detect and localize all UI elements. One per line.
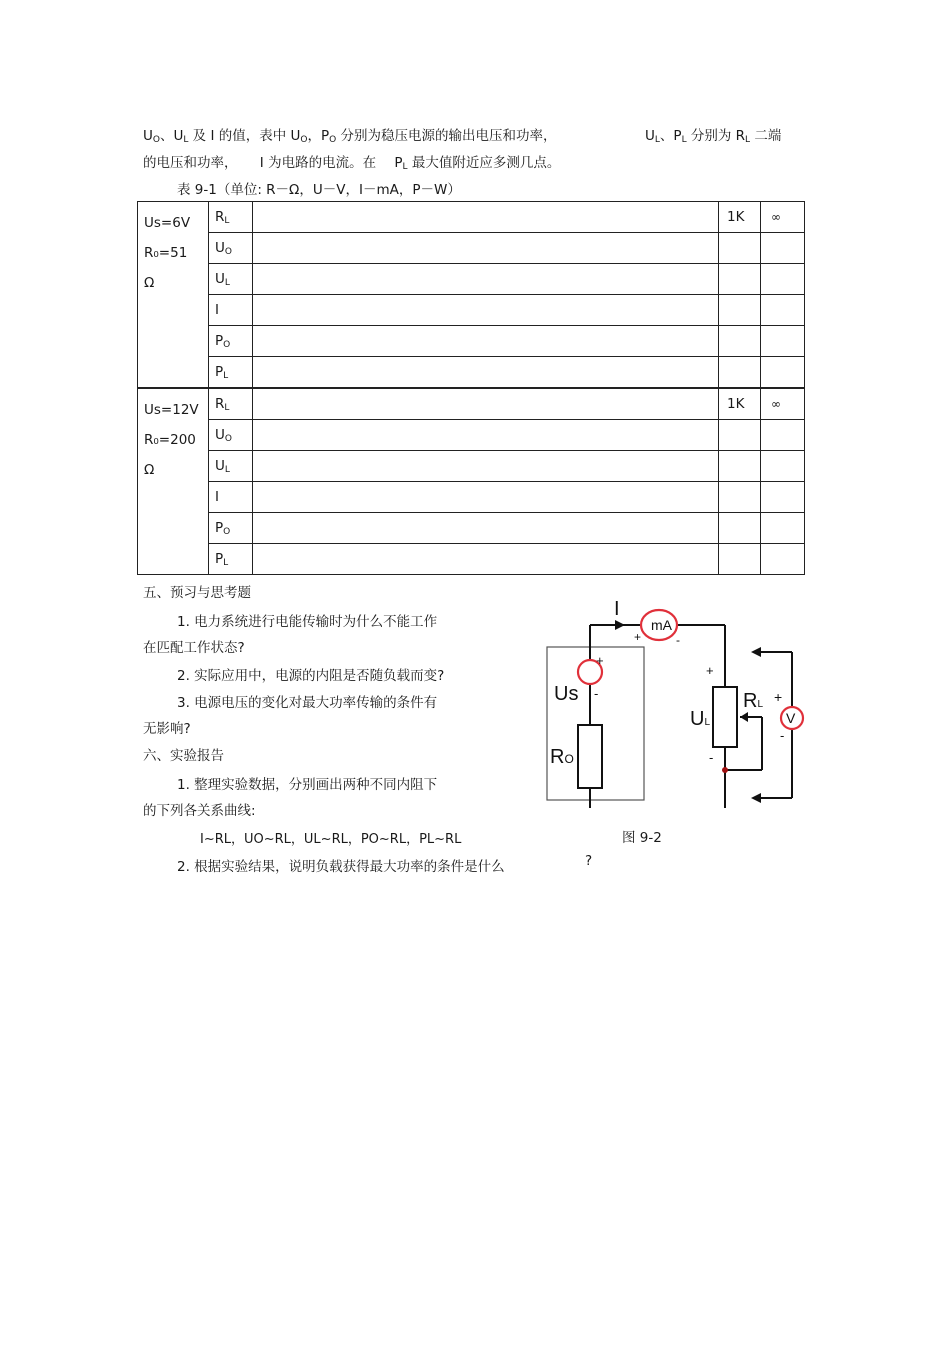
label-r0: RO	[550, 746, 574, 768]
row-label-sub: L	[224, 277, 230, 288]
report-1a: 1. 整理实验数据，分别画出两种不同内阻下	[177, 777, 438, 793]
row-label-sub: O	[223, 339, 231, 350]
ma-plus: +	[634, 630, 642, 644]
row-label: R	[215, 395, 225, 412]
data-cell-1k	[719, 420, 761, 451]
data-cell-inf	[761, 326, 805, 357]
row-label: P	[215, 519, 224, 536]
table-row	[138, 233, 805, 264]
row-label-cell	[209, 233, 253, 264]
group-param-r0: R₀=200	[144, 432, 196, 448]
data-cell-1k	[719, 544, 761, 575]
row-label: P	[215, 363, 224, 380]
voltmeter-minus: -	[780, 728, 785, 743]
intro-line-1-right: $U_L$、$P_L$ 分别为 $R_L$ 二端	[645, 128, 782, 145]
report-1b: 的下列各关系曲线:	[143, 803, 256, 819]
row-label-cell	[209, 326, 253, 357]
data-cell-inf	[761, 513, 805, 544]
group-params-cell	[138, 202, 209, 389]
data-cell-inf	[761, 295, 805, 326]
load-plus: +	[706, 663, 714, 678]
intro-line-1: $U_O$、$U_L$ 及 I 的值，表中 $U_O$，$P_O$ 分别为稳压电源的输出电压和功率，	[143, 128, 557, 145]
row-label: U	[215, 239, 225, 256]
row-label-sub: O	[223, 526, 231, 537]
row-label-cell	[209, 482, 253, 513]
data-cell-inf	[761, 357, 805, 389]
data-cell-inf	[761, 451, 805, 482]
data-cell-1k	[719, 513, 761, 544]
row-label: I	[215, 301, 219, 318]
row-label-sub: L	[224, 215, 230, 226]
rl-resistor	[713, 687, 737, 747]
data-cell-1k: 1K	[719, 388, 761, 420]
report-2-question-mark: ?	[585, 853, 593, 869]
data-cell-inf	[761, 420, 805, 451]
data-cell-blank	[253, 482, 719, 513]
row-label-cell	[209, 264, 253, 295]
row-label-cell	[209, 513, 253, 544]
data-cell-blank	[253, 388, 719, 420]
row-label-cell	[209, 202, 253, 233]
row-label-cell	[209, 357, 253, 389]
circuit-diagram	[530, 595, 820, 815]
table-row	[138, 420, 805, 451]
table-row	[138, 202, 805, 233]
load-minus: -	[709, 750, 714, 765]
group-param-us: Us=6V	[144, 215, 191, 231]
data-cell-blank	[253, 420, 719, 451]
row-label-sub: L	[224, 464, 230, 475]
r0-resistor	[578, 725, 602, 788]
row-label-sub: O	[224, 433, 232, 444]
data-cell-blank	[253, 357, 719, 389]
question-1b: 在匹配工作状态?	[143, 640, 245, 656]
row-label-cell	[209, 451, 253, 482]
report-2: 2. 根据实验结果，说明负载获得最大功率的条件是什么	[177, 859, 505, 875]
row-label: P	[215, 550, 224, 567]
table-row	[138, 544, 805, 575]
row-label: I	[215, 488, 219, 505]
question-1a: 1. 电力系统进行电能传输时为什么不能工作	[177, 614, 438, 630]
question-2: 2. 实际应用中，电源的内阻是否随负载而变?	[177, 668, 445, 684]
table-row	[138, 357, 805, 389]
data-cell-blank	[253, 451, 719, 482]
label-current: I	[614, 598, 620, 620]
figure-caption: 图 9-2	[622, 830, 662, 846]
data-cell-1k	[719, 326, 761, 357]
data-cell-1k	[719, 357, 761, 389]
table-row	[138, 326, 805, 357]
group-param-omega: Ω	[144, 462, 155, 478]
row-label: R	[215, 208, 225, 225]
voltmeter-plus: +	[774, 689, 783, 705]
row-label-cell	[209, 544, 253, 575]
label-us: Us	[554, 683, 579, 705]
table-row	[138, 264, 805, 295]
section-5-title: 五、预习与思考题	[143, 585, 251, 601]
section-6-title: 六、实验报告	[143, 748, 224, 764]
row-label: P	[215, 332, 224, 349]
row-label: U	[215, 426, 225, 443]
data-cell-1k	[719, 482, 761, 513]
row-label-sub: L	[223, 557, 229, 568]
data-cell-inf	[761, 482, 805, 513]
data-table-9-1	[137, 201, 805, 575]
data-cell-blank	[253, 202, 719, 233]
row-label-cell	[209, 295, 253, 326]
data-cell-inf: ∞	[761, 202, 805, 233]
curves-list: I~RL，UO~RL，UL~RL，PO~RL，PL~RL	[200, 832, 462, 847]
group-param-omega: Ω	[144, 275, 155, 291]
data-cell-1k	[719, 233, 761, 264]
question-3a: 3. 电源电压的变化对最大功率传输的条件有	[177, 695, 438, 711]
table-row	[138, 451, 805, 482]
data-cell-blank	[253, 295, 719, 326]
table-row	[138, 513, 805, 544]
wiper-node	[722, 767, 728, 773]
data-cell-inf	[761, 233, 805, 264]
table-row	[138, 482, 805, 513]
data-cell-blank	[253, 233, 719, 264]
data-cell-1k	[719, 264, 761, 295]
row-label-cell	[209, 388, 253, 420]
label-v: V	[786, 710, 796, 726]
data-cell-blank	[253, 326, 719, 357]
data-cell-inf	[761, 544, 805, 575]
ma-minus: -	[676, 633, 680, 647]
row-label-sub: L	[224, 402, 230, 413]
source-plus: +	[596, 653, 604, 668]
data-cell-blank	[253, 544, 719, 575]
label-ma: mA	[651, 617, 672, 633]
row-label-sub: L	[223, 370, 229, 381]
group-param-r0: R₀=51	[144, 245, 188, 261]
source-minus: -	[594, 686, 599, 701]
data-cell-1k	[719, 295, 761, 326]
data-cell-inf	[761, 264, 805, 295]
intro-line-2: 的电压和功率， I 为电路的电流。在 $P_L$ 最大值附近应多测几点。	[143, 155, 561, 172]
table-caption: 表 9-1（单位: R－Ω，U－V，I－mA，P－W）	[177, 182, 461, 198]
group-param-us: Us=12V	[144, 402, 199, 418]
data-cell-1k	[719, 451, 761, 482]
table-row	[138, 295, 805, 326]
row-label: U	[215, 457, 225, 474]
label-rl: RL	[743, 690, 764, 712]
row-label-sub: O	[224, 246, 232, 257]
data-cell-inf: ∞	[761, 388, 805, 420]
data-cell-blank	[253, 513, 719, 544]
row-label-cell	[209, 420, 253, 451]
data-cell-1k: 1K	[719, 202, 761, 233]
label-ul: UL	[690, 708, 711, 730]
group-params-cell	[138, 388, 209, 575]
data-cell-blank	[253, 264, 719, 295]
row-label: U	[215, 270, 225, 287]
table-row	[138, 388, 805, 420]
question-3b: 无影响?	[143, 721, 191, 737]
